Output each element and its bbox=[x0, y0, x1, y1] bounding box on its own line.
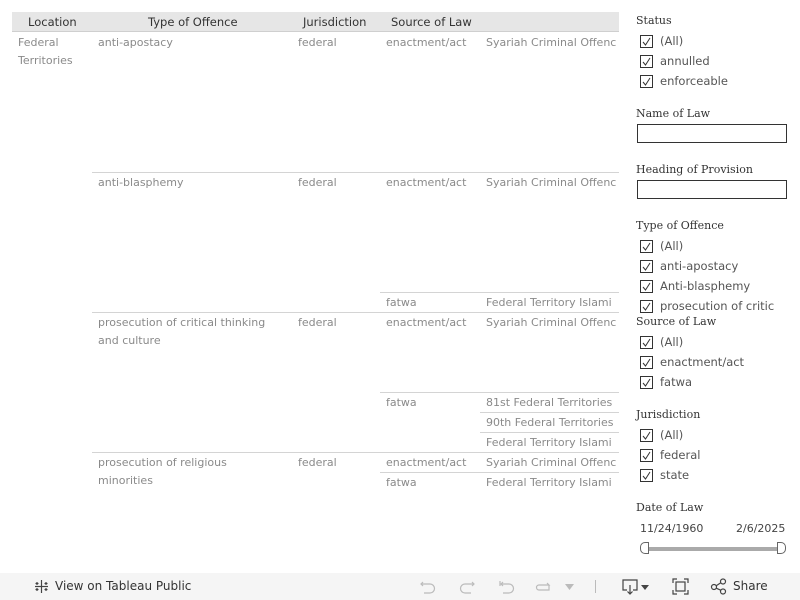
checkbox-label[interactable]: prosecution of critic bbox=[660, 299, 775, 313]
checkbox-label[interactable]: state bbox=[660, 468, 690, 482]
checkbox-source-all[interactable] bbox=[640, 336, 653, 349]
checkbox-jurisdiction-all[interactable] bbox=[640, 429, 653, 442]
checkbox-jurisdiction-federal[interactable] bbox=[640, 449, 653, 462]
checkbox-label[interactable]: annulled bbox=[660, 54, 710, 68]
date-min-label: 11/24/1960 bbox=[640, 522, 704, 535]
checkbox-offence-all[interactable] bbox=[640, 240, 653, 253]
row-divider bbox=[92, 312, 619, 313]
row-divider bbox=[380, 392, 619, 393]
cell-law-name: Federal Territory Islami bbox=[486, 436, 612, 449]
checkbox-label[interactable]: (All) bbox=[660, 335, 684, 349]
checkbox-label[interactable]: (All) bbox=[660, 34, 684, 48]
check-icon bbox=[642, 57, 651, 66]
header-type-of-offence[interactable]: Type of Offence bbox=[148, 15, 238, 29]
check-icon bbox=[642, 431, 651, 440]
checkbox-label[interactable]: enactment/act bbox=[660, 355, 745, 369]
pause-dropdown-icon[interactable] bbox=[565, 584, 574, 590]
row-divider bbox=[380, 472, 619, 473]
check-icon bbox=[642, 242, 651, 251]
cell-source: enactment/act bbox=[386, 316, 467, 329]
cell-law-name: Syariah Criminal Offenc bbox=[486, 456, 617, 469]
cell-source: enactment/act bbox=[386, 456, 467, 469]
checkbox-label[interactable]: Anti-blasphemy bbox=[660, 279, 751, 293]
checkbox-offence-anti-apostacy[interactable] bbox=[640, 260, 653, 273]
checkbox-label[interactable]: anti-apostacy bbox=[660, 259, 739, 273]
filter-title-source-of-law: Source of Law bbox=[636, 315, 717, 328]
cell-law-name: Federal Territory Islami bbox=[486, 476, 612, 489]
checkbox-label[interactable]: enforceable bbox=[660, 74, 728, 88]
cell-law-name: 90th Federal Territories bbox=[486, 416, 614, 429]
name-of-law-input[interactable] bbox=[637, 124, 787, 143]
heading-of-provision-input[interactable] bbox=[637, 180, 787, 199]
bottom-toolbar bbox=[0, 573, 800, 600]
header-jurisdiction[interactable]: Jurisdiction bbox=[303, 15, 367, 29]
check-icon bbox=[642, 262, 651, 271]
table-header bbox=[12, 12, 619, 32]
filter-title-name-of-law: Name of Law bbox=[636, 107, 711, 120]
cell-offence: anti-apostacy bbox=[98, 36, 173, 49]
check-icon bbox=[642, 358, 651, 367]
date-slider-max-handle[interactable] bbox=[777, 542, 786, 554]
row-divider bbox=[380, 292, 619, 293]
cell-source: enactment/act bbox=[386, 176, 467, 189]
cell-law-name: Federal Territory Islami bbox=[486, 296, 612, 309]
filter-title-date-of-law: Date of Law bbox=[636, 501, 704, 514]
row-divider bbox=[92, 452, 619, 453]
cell-law-name: Syariah Criminal Offenc bbox=[486, 176, 617, 189]
redo-icon[interactable] bbox=[458, 579, 476, 595]
cell-law-name: 81st Federal Territories bbox=[486, 396, 613, 409]
cell-source: fatwa bbox=[386, 396, 417, 409]
check-icon bbox=[642, 471, 651, 480]
filter-title-status: Status bbox=[636, 14, 672, 27]
row-divider bbox=[480, 412, 619, 413]
checkbox-label[interactable]: fatwa bbox=[660, 375, 693, 389]
revert-icon[interactable] bbox=[498, 579, 516, 595]
toolbar-separator bbox=[595, 580, 596, 593]
date-slider-track[interactable] bbox=[648, 547, 780, 551]
share-button[interactable]: Share bbox=[733, 579, 768, 593]
check-icon bbox=[642, 378, 651, 387]
header-location[interactable]: Location bbox=[28, 15, 77, 29]
cell-jurisdiction: federal bbox=[298, 36, 337, 49]
check-icon bbox=[642, 282, 651, 291]
cell-source: fatwa bbox=[386, 296, 417, 309]
filter-title-type-of-offence: Type of Offence bbox=[636, 219, 724, 232]
cell-source: fatwa bbox=[386, 476, 417, 489]
cell-offence: anti-blasphemy bbox=[98, 176, 184, 189]
row-divider bbox=[92, 172, 619, 173]
header-source-of-law[interactable]: Source of Law bbox=[391, 15, 472, 29]
checkbox-jurisdiction-state[interactable] bbox=[640, 469, 653, 482]
view-on-tableau-public-link[interactable]: View on Tableau Public bbox=[55, 579, 192, 593]
checkbox-status-all[interactable] bbox=[640, 35, 653, 48]
undo-icon[interactable] bbox=[419, 579, 437, 595]
checkbox-status-annulled[interactable] bbox=[640, 55, 653, 68]
filter-title-jurisdiction: Jurisdiction bbox=[636, 408, 701, 421]
refresh-icon[interactable] bbox=[535, 579, 553, 595]
share-icon[interactable] bbox=[710, 578, 728, 595]
date-slider-min-handle[interactable] bbox=[640, 542, 649, 554]
checkbox-offence-prosecution-critical[interactable] bbox=[640, 300, 653, 313]
cell-source: enactment/act bbox=[386, 36, 467, 49]
check-icon bbox=[642, 77, 651, 86]
cell-law-name: Syariah Criminal Offenc bbox=[486, 36, 617, 49]
cell-offence: prosecution of critical thinking and culture bbox=[98, 316, 266, 347]
checkbox-label[interactable]: federal bbox=[660, 448, 701, 462]
checkbox-source-enactment[interactable] bbox=[640, 356, 653, 369]
fullscreen-icon[interactable] bbox=[672, 578, 689, 595]
filter-title-heading-of-provision: Heading of Provision bbox=[636, 163, 753, 176]
check-icon bbox=[642, 338, 651, 347]
check-icon bbox=[642, 37, 651, 46]
date-max-label: 2/6/2025 bbox=[736, 522, 786, 535]
checkbox-label[interactable]: (All) bbox=[660, 239, 684, 253]
check-icon bbox=[642, 451, 651, 460]
checkbox-offence-anti-blasphemy[interactable] bbox=[640, 280, 653, 293]
checkbox-status-enforceable[interactable] bbox=[640, 75, 653, 88]
cell-jurisdiction: federal bbox=[298, 456, 337, 469]
cell-jurisdiction: federal bbox=[298, 316, 337, 329]
tableau-logo-icon bbox=[33, 578, 50, 595]
checkbox-label[interactable]: (All) bbox=[660, 428, 684, 442]
row-divider bbox=[480, 432, 619, 433]
cell-jurisdiction: federal bbox=[298, 176, 337, 189]
cell-offence: prosecution of religious minorities bbox=[98, 456, 227, 487]
checkbox-source-fatwa[interactable] bbox=[640, 376, 653, 389]
download-icon[interactable] bbox=[621, 578, 651, 596]
cell-law-name: Syariah Criminal Offenc bbox=[486, 316, 617, 329]
check-icon bbox=[642, 302, 651, 311]
type-of-offence-list[interactable] bbox=[630, 236, 800, 313]
cell-location: Federal Territories bbox=[18, 36, 73, 67]
